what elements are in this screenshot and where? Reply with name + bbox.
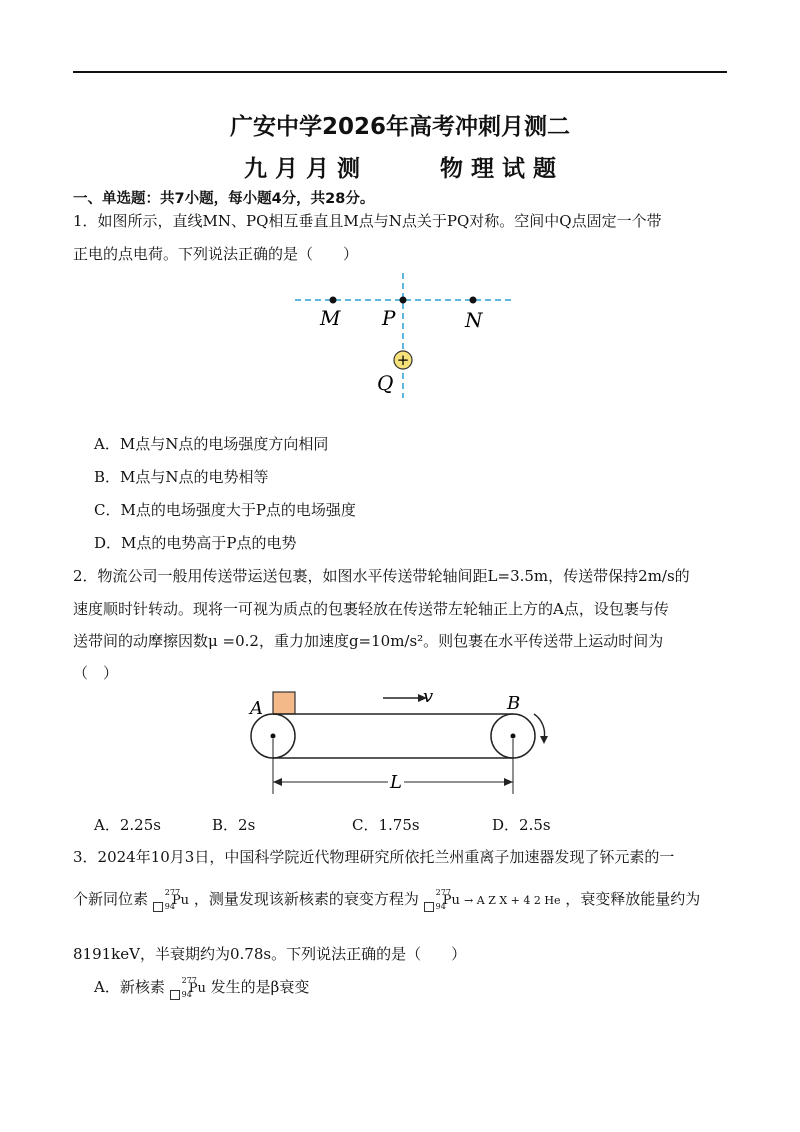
opt-nuclide-symbol: Pu	[188, 981, 206, 996]
package-box	[273, 692, 295, 714]
subtitle-left: 九 月 月 测	[243, 156, 360, 182]
subtitle-right: 物 理 试 题	[440, 156, 557, 182]
q2-choice-d: D．2.5s	[492, 816, 551, 834]
q2-conveyor-diagram	[240, 684, 560, 799]
equation-tail: → A Z X + 4 2 He	[464, 894, 561, 907]
q2-stem-line3: 送带间的动摩擦因数μ =0.2，重力加速度g=10m/s²。则包裹在水平传送带上运动时间为	[73, 632, 664, 650]
point-p	[400, 297, 407, 304]
q3-line2-pre: 个新同位素	[73, 890, 149, 908]
top-rule	[73, 71, 727, 73]
label-m: M	[320, 306, 341, 330]
nuclide-placeholder-icon	[153, 902, 163, 912]
q3-stem-line3: 8191keV，半衰期约为0.78s。下列说法正确的是（ ）	[73, 945, 467, 963]
charge-sign: +	[396, 351, 410, 369]
right-axle	[511, 734, 516, 739]
q2-stem-line2: 速度顺时针转动。现将一可视为质点的包裹轻放在传送带左轮轴正上方的A点，设包裹与传	[73, 600, 669, 618]
q1-option-b: B．M点与N点的电势相等	[94, 468, 269, 486]
label-p: P	[382, 306, 396, 330]
opt-nuclide-charge: 94	[181, 990, 192, 999]
q3-opt-a-nuclide	[170, 976, 206, 1000]
q3-opt-a-post: 发生的是β衰变	[210, 978, 310, 996]
label-q: Q	[377, 371, 394, 395]
equation-symbol: Pu	[442, 893, 460, 908]
q3-line2-mid: ，测量发现该新核素的衰变方程为	[193, 890, 419, 908]
q3-line2-post: ，衰变释放能量约为	[565, 890, 701, 908]
nuclide-charge: 94	[164, 902, 175, 911]
label-l: L	[390, 772, 402, 793]
section-heading: 一、单选题：共7小题，每小题4分，共28分。	[73, 191, 375, 207]
point-n	[470, 297, 477, 304]
q1-option-d: D．M点的电势高于P点的电势	[94, 534, 297, 552]
q1-field-diagram	[290, 270, 520, 400]
pu277-nuclide	[153, 888, 190, 912]
q3-opt-a-pre: A．新核素	[94, 978, 165, 996]
label-v: v	[423, 686, 434, 707]
equation-placeholder-icon	[424, 902, 434, 912]
q3-stem-line1: 3．2024年10月3日，中国科学院近代物理研究所依托兰州重离子加速器发现了钚元素的一	[73, 848, 675, 866]
label-a: A	[250, 698, 263, 719]
decay-equation	[424, 888, 561, 912]
q2-stem-line4: （ ）	[73, 664, 119, 682]
q2-choice-c: C．1.75s	[352, 816, 420, 834]
q2-choice-a: A．2.25s	[94, 816, 161, 834]
q3-stem-line2	[73, 888, 700, 912]
point-m	[330, 297, 337, 304]
nuclide-mass: 277	[164, 888, 181, 897]
q1-option-c: C．M点的电场强度大于P点的电场强度	[94, 501, 356, 519]
equation-charge: 94	[435, 902, 446, 911]
exam-title: 广安中学2026年高考冲刺月测二	[229, 114, 570, 140]
nuclide-symbol: Pu	[171, 893, 190, 908]
left-axle	[271, 734, 276, 739]
rotation-arrowhead-icon	[540, 736, 548, 744]
dim-arrow-left-icon	[273, 778, 282, 786]
label-b: B	[507, 693, 521, 714]
q1-option-a: A．M点与N点的电场强度方向相同	[94, 435, 329, 453]
opt-nuclide-placeholder-icon	[170, 990, 180, 1000]
dim-arrow-right-icon	[504, 778, 513, 786]
q1-stem-line2: 正电的点电荷。下列说法正确的是（ ）	[73, 245, 359, 263]
exam-subtitle	[0, 150, 800, 183]
opt-nuclide-mass: 277	[181, 976, 197, 985]
q2-choice-b: B．2s	[212, 816, 256, 834]
q1-stem-line1: 1．如图所示，直线MN、PQ相互垂直且M点与N点关于PQ对称。空间中Q点固定一个带	[73, 212, 662, 230]
equation-mass: 277	[435, 888, 451, 897]
q2-stem-line1: 2．物流公司一般用传送带运送包裹，如图水平传送带轮轴间距L=3.5m，传送带保持2m/s的	[73, 567, 690, 585]
q3-option-a	[94, 976, 309, 1000]
label-n: N	[465, 308, 483, 332]
